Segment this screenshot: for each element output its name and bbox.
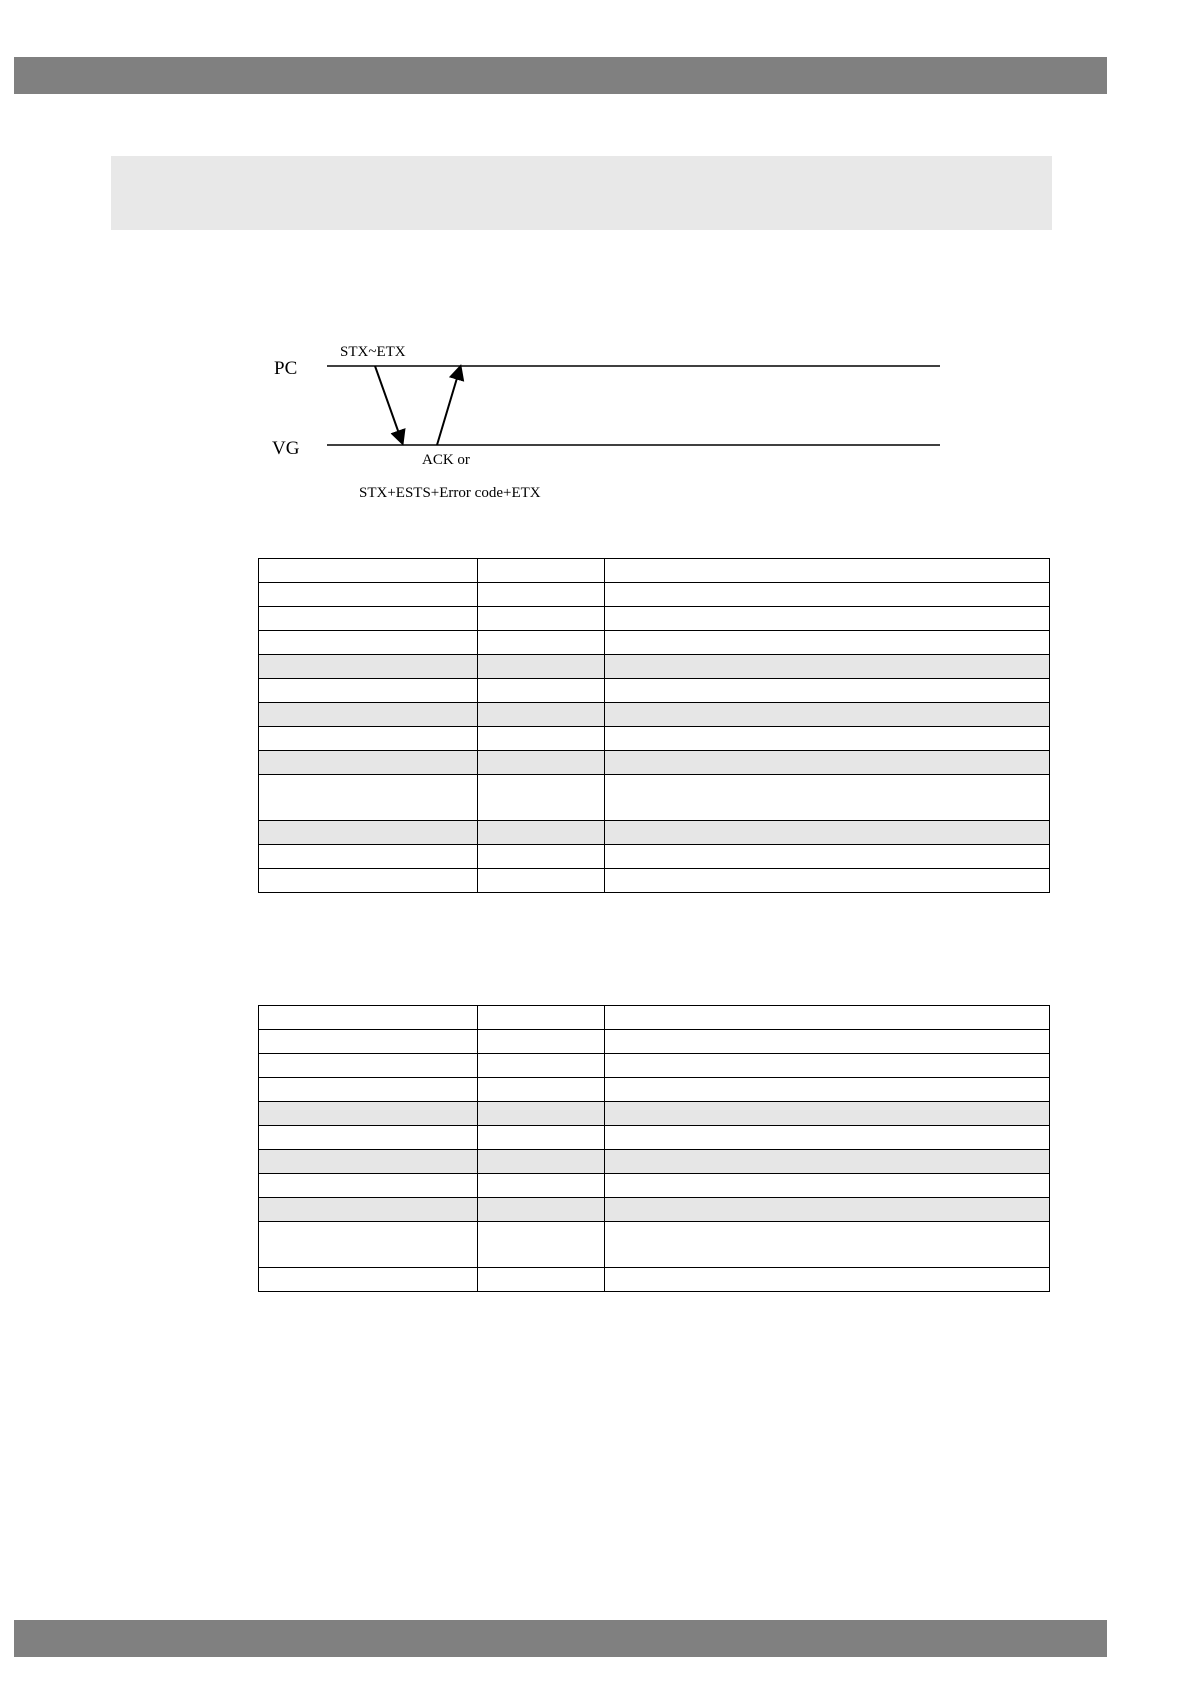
table-row <box>259 821 1050 845</box>
table-cell <box>478 727 605 751</box>
table-cell <box>259 1054 478 1078</box>
request-arrow <box>375 366 402 442</box>
table-cell <box>478 869 605 893</box>
table-cell <box>605 679 1050 703</box>
table-cell <box>259 1006 478 1030</box>
table-row <box>259 1150 1050 1174</box>
table-cell <box>259 751 478 775</box>
table-cell <box>478 607 605 631</box>
footer-bar <box>14 1620 1107 1657</box>
table-cell <box>605 583 1050 607</box>
table-cell <box>259 703 478 727</box>
table-cell <box>259 607 478 631</box>
table-cell <box>478 559 605 583</box>
table-cell <box>605 1174 1050 1198</box>
table-row <box>259 751 1050 775</box>
table-row <box>259 1006 1050 1030</box>
table-cell <box>605 775 1050 821</box>
table-row <box>259 631 1050 655</box>
table-cell <box>259 655 478 679</box>
table-row <box>259 1054 1050 1078</box>
table-cell <box>478 1030 605 1054</box>
table-row <box>259 845 1050 869</box>
table-cell <box>605 1150 1050 1174</box>
table-cell <box>259 583 478 607</box>
table-cell <box>478 583 605 607</box>
table-cell <box>605 1030 1050 1054</box>
table-cell <box>259 1222 478 1268</box>
table-cell <box>478 1268 605 1292</box>
table-cell <box>478 1198 605 1222</box>
table-cell <box>478 1126 605 1150</box>
table-cell <box>478 751 605 775</box>
table-cell <box>259 1030 478 1054</box>
table-cell <box>478 679 605 703</box>
table-cell <box>605 1268 1050 1292</box>
table-row <box>259 583 1050 607</box>
table-row <box>259 703 1050 727</box>
table-cell <box>478 1174 605 1198</box>
table-cell <box>478 1222 605 1268</box>
table-cell <box>478 631 605 655</box>
vg-lane-label: VG <box>272 438 300 459</box>
table-cell <box>478 703 605 727</box>
table-cell <box>259 1198 478 1222</box>
table-cell <box>605 821 1050 845</box>
table-cell <box>478 821 605 845</box>
table-cell <box>259 869 478 893</box>
table-row <box>259 1126 1050 1150</box>
table-row <box>259 1268 1050 1292</box>
table-row <box>259 655 1050 679</box>
table-cell <box>605 559 1050 583</box>
table-cell <box>259 631 478 655</box>
table-row <box>259 1078 1050 1102</box>
table-cell <box>605 1198 1050 1222</box>
table-row <box>259 607 1050 631</box>
table-cell <box>478 1150 605 1174</box>
section-heading-box <box>111 156 1052 230</box>
table-cell <box>478 845 605 869</box>
table-cell <box>605 655 1050 679</box>
table-cell <box>259 1102 478 1126</box>
table-row <box>259 727 1050 751</box>
header-bar <box>14 57 1107 94</box>
table-cell <box>259 1078 478 1102</box>
table-cell <box>605 1126 1050 1150</box>
pc-lane-label: PC <box>274 358 298 379</box>
table-row <box>259 1030 1050 1054</box>
table-row <box>259 1198 1050 1222</box>
table-cell <box>605 727 1050 751</box>
table-row <box>259 869 1050 893</box>
table-row <box>259 679 1050 703</box>
table-cell <box>259 845 478 869</box>
table-cell <box>259 821 478 845</box>
table-row <box>259 1222 1050 1268</box>
table-row <box>259 1174 1050 1198</box>
table-cell <box>259 1268 478 1292</box>
table-cell <box>605 607 1050 631</box>
table-cell <box>605 1102 1050 1126</box>
table-cell <box>259 1150 478 1174</box>
table-cell <box>478 1078 605 1102</box>
table-cell <box>605 1078 1050 1102</box>
table-cell <box>478 1006 605 1030</box>
table-cell <box>605 1006 1050 1030</box>
command-table-2 <box>258 1005 1050 1292</box>
table-cell <box>478 1054 605 1078</box>
table-cell <box>478 775 605 821</box>
table-cell <box>605 869 1050 893</box>
sequence-diagram <box>260 330 960 510</box>
table-cell <box>259 559 478 583</box>
table-cell <box>259 775 478 821</box>
table-row <box>259 775 1050 821</box>
table-row <box>259 559 1050 583</box>
request-label: STX~ETX <box>340 344 406 360</box>
table-cell <box>605 845 1050 869</box>
response-label-line1: ACK or <box>422 452 470 468</box>
table-cell <box>478 1102 605 1126</box>
table-cell <box>259 1174 478 1198</box>
response-arrow <box>437 368 460 445</box>
table-cell <box>259 1126 478 1150</box>
table-cell <box>605 1222 1050 1268</box>
table-cell <box>605 703 1050 727</box>
table-cell <box>259 679 478 703</box>
table-cell <box>259 727 478 751</box>
table-cell <box>478 655 605 679</box>
table-cell <box>605 631 1050 655</box>
table-cell <box>605 1054 1050 1078</box>
command-table-1 <box>258 558 1050 893</box>
response-label-line2: STX+ESTS+Error code+ETX <box>359 485 541 501</box>
table-row <box>259 1102 1050 1126</box>
table-cell <box>605 751 1050 775</box>
